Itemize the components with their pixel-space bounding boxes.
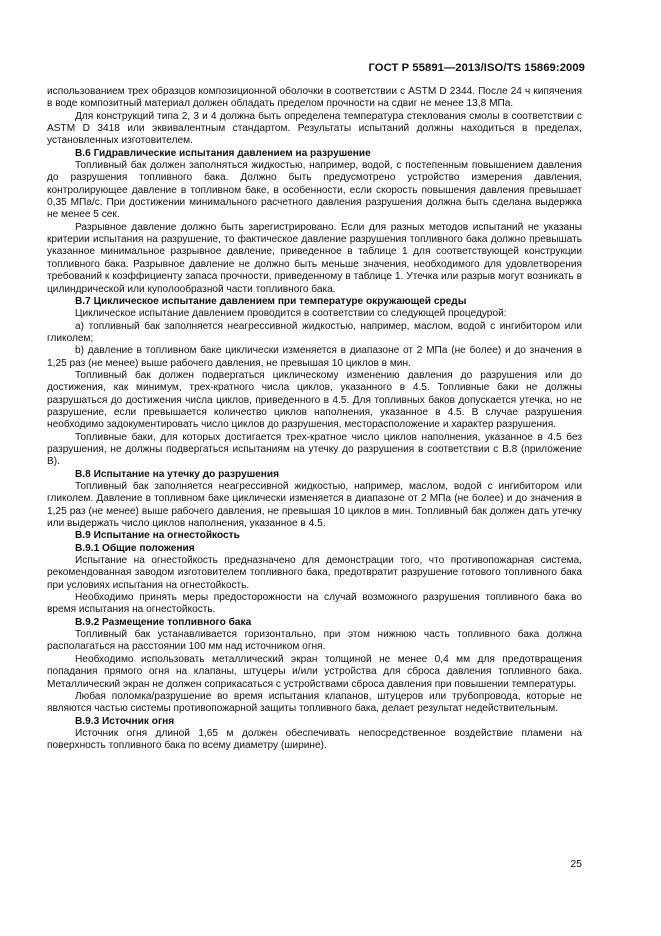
paragraph: Топливный бак заполняется неагрессивной жидкостью, например, маслом, водой с ингибитором или гликолем. Давление в топливном баке циклически изменяется в диапазоне от 2 МПа (не более) и до значения в 1,25 раз (не менее) выше рабочего давления, не превышая 10 циклов в мин. Топливный бак должен дать утечку или выдержать число циклов наполнения, указанное в 4.5. <box>47 481 582 530</box>
paragraph: Необходимо использовать металлический экран толщиной не менее 0,4 мм для предотвращения попадания прямого огня на клапаны, штуцеры и/или устройства для сброса давления топливного бака. Металлический экран не должен соприкасаться с устройствами сброса давления при повышении температуры. <box>47 653 582 690</box>
paragraph: b) давление в топливном баке циклически изменяется в диапазоне от 2 МПа (не более) и до значения в 1,25 раз (не менее) выше рабочего давления, не превышая 10 циклов в мин. <box>47 345 582 369</box>
section-heading: В.9 Испытание на огнестойкость <box>75 530 240 542</box>
section-heading: В.9.1 Общие положения <box>75 542 195 554</box>
paragraph: Необходимо принять меры предосторожности на случай возможного разрушения топливного бака во время испытания на огнестойкость. <box>47 592 582 616</box>
section-heading: В.9.3 Источник огня <box>75 715 175 727</box>
section-heading: В.6 Гидравлические испытания давлением на разрушение <box>75 147 371 159</box>
paragraph: Для конструкций типа 2, 3 и 4 должна быть определена температура стеклования смолы в соответствии с ASTM D 3418 или эквивалентным стандартом. Результаты испытаний должны находиться в пределах, установленных изготовителем. <box>47 110 582 147</box>
paragraph: Испытание на огнестойкость предназначено для демонстрации того, что противопожарная система, рекомендованная заводом изготовителем топливного бака, предотвратит разрушение готового топливного бака при условиях испытания на огнестойкость. <box>47 555 582 591</box>
paragraph: Топливный бак должен заполняться жидкостью, например, водой, с постепенным повышением давления до разрушения топливного бака. Должно быть предусмотрено устройство измерения давления, контролирующее давление в топливном баке, в особенности, если скорость повышения давления превышает 0,35 МПа/с. При достижении минимального расчетного давления разрушения должна быть сделана выдержка не менее 5 сек. <box>47 160 582 221</box>
paragraph: Разрывное давление должно быть зарегистрировано. Если для разных методов испытаний не указаны критерии испытания на разрушение, то фактическое давление разрушения топливного бака должно превышать указанное минимальное разрывное давление, приведенное в таблице 1 для соответствующей конструкции топливного бака. Разрывное давление не должно быть меньше значения, необходимого для удовлетворения требований к коэффициенту запаса прочности, приведенному в таблице 1. Утечка или разрыв могут возникать в цилиндрической или куполообразной части топливного бака. <box>47 221 582 295</box>
section-heading: В.7 Циклическое испытание давлением при температуре окружающей среды <box>75 295 467 307</box>
standard-header: ГОСТ Р 55891—2013/ISO/TS 15869:2009 <box>368 62 585 74</box>
paragraph: Источник огня длиной 1,65 м должен обеспечивать непосредственное воздействие пламени на поверхность топливного бака по всему диаметру (ширине). <box>47 727 582 752</box>
paragraph: использованием трех образцов композиционной оболочки в соответствии с ASTM D 2344. После 24 ч кипячения в воде композитный материал должен обладать пределом прочности на сдвиг не менее 13,8 МПа. <box>47 86 582 110</box>
document-body <box>47 86 582 753</box>
paragraph: Топливный бак устанавливается горизонтально, при этом нижнюю часть топливного бака должна располагаться на расстоянии 100 мм над источником огня. <box>47 629 582 653</box>
section-heading: В.9.2 Размещение топливного бака <box>75 616 252 628</box>
paragraph: a) топливный бак заполняется неагрессивной жидкостью, например, маслом, водой с ингибитором или гликолем; <box>47 320 582 344</box>
paragraph: Циклическое испытание давлением проводится в соответствии со следующей процедурой: <box>75 308 507 320</box>
paragraph: Любая поломка/разрушение во время испытания клапанов, штуцеров или трубопровода, которые не являются частью системы противопожарной защиты топливного бака, делает результат недействительным. <box>47 690 582 715</box>
section-heading: В.8 Испытание на утечку до разрушения <box>75 468 280 480</box>
page-number: 25 <box>570 858 582 870</box>
paragraph: Топливный бак должен подвергаться циклическому изменению давления до разрушения или до достижения, как минимум, трех-кратного числа циклов, указанного в 4.5. Топливные баки не должны разрушаться до достижения числа циклов, приведенного в 4.5. Для топливных баков допускается утечка, но не разрушение, если превышается количество циклов наполнения, указанное в 4.5. В случае разрушения необходимо задокументировать число циклов до разрушения, месторасположение и характер разрушения. <box>47 369 582 431</box>
paragraph: Топливные баки, для которых достигается трех-кратное число циклов наполнения, указанное в 4.5 без разрушения, не должны подвергаться испытаниям на утечку до разрушения в соответствии с В.8 (приложение В). <box>47 431 582 468</box>
